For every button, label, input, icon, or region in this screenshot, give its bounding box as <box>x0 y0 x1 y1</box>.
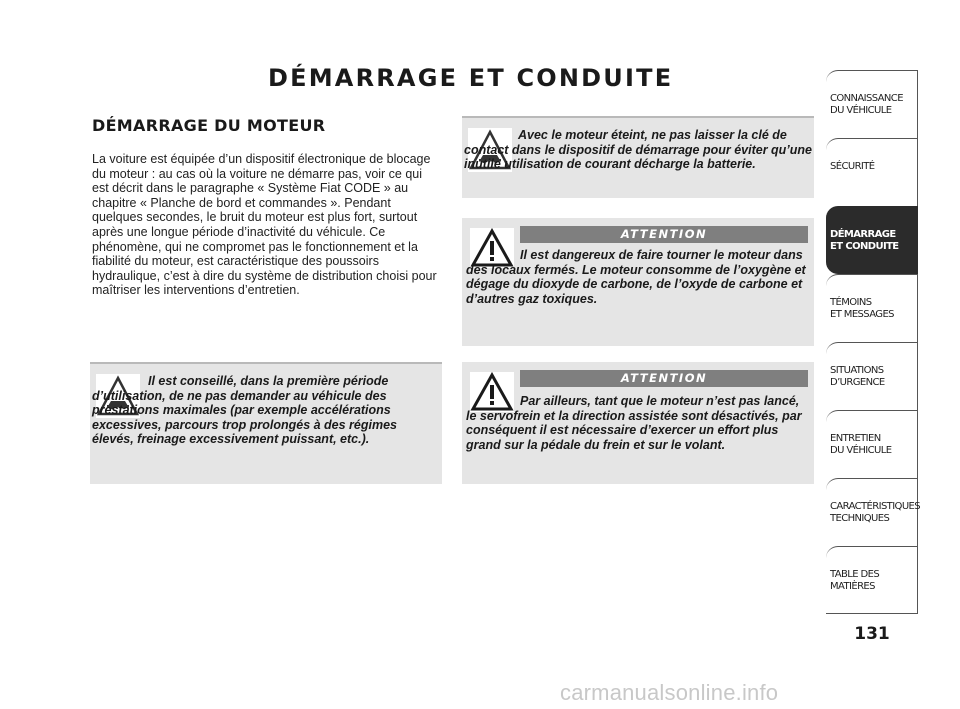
tab-table-des-matieres[interactable] <box>826 546 918 614</box>
tab-label-line1: CONNAISSANCE <box>830 93 903 104</box>
tab-label-line2: MATIÈRES <box>830 581 875 592</box>
tab-label-line2: ET CONDUITE <box>830 241 899 252</box>
tab-label-line2: ET MESSAGES <box>830 309 894 320</box>
page-title: DÉMARRAGE ET CONDUITE <box>268 64 674 92</box>
attention-label: ATTENTION <box>520 226 808 243</box>
tab-label-line2: TECHNIQUES <box>830 513 890 524</box>
tab-label-line2: DU VÉHICULE <box>830 445 892 456</box>
tab-caracteristiques-techniques[interactable] <box>826 478 918 546</box>
section-heading: DÉMARRAGE DU MOTEUR <box>92 116 326 135</box>
intro-paragraph: La voiture est équipée d’un dispositif électronique de blocage du moteur : au cas où la voiture ne démarre pas, voir ce qui est décrit dans le paragraphe « Système Fiat CODE » au chapitre « Planche de bord et commandes ». Pendant quelques secondes, le bruit du moteur est plus fort, surtout après une longue période d’inactivité du véhicule. Ce phénomène, qui ne compromet pas le fonctionnement et la fiabilité du moteur, est caractéristique des poussoirs hydraulique, c’est à dire du système de distribution choisi pour maîtriser les interventions d’entretien. <box>92 152 437 298</box>
tab-securite[interactable] <box>826 138 918 206</box>
chapter-tabs <box>826 70 918 614</box>
tab-label-line1: DÉMARRAGE <box>830 229 896 240</box>
tab-label-line2: DU VÉHICULE <box>830 105 892 116</box>
watermark: carmanualsonline.info <box>560 680 779 705</box>
tab-connaissance-du-vehicule[interactable] <box>826 70 918 138</box>
attention-label: ATTENTION <box>520 370 808 387</box>
note-text-ignition-key: Avec le moteur éteint, ne pas laisser la clé de contact dans le dispositif de démarrage pour éviter qu’une inutile utilisation de courant décharge la batterie. <box>464 128 812 172</box>
tab-label-line1: CARACTÉRISTIQUES <box>830 501 920 512</box>
tab-label-line2: D’URGENCE <box>830 377 885 388</box>
note-box-first-use <box>90 362 442 484</box>
warning-text-brake-assist: Par ailleurs, tant que le moteur n’est pas lancé, le servofrein et la direction assistée sont désactivés, par conséquent il est nécessaire d’exercer un effort plus grand sur la pédale du frein et sur le volant. <box>466 394 802 452</box>
tab-entretien-du-vehicule[interactable] <box>826 410 918 478</box>
warning-text-closed-spaces: Il est dangereux de faire tourner le moteur dans des locaux fermés. Le moteur consomme de l’oxygène et dégage du dioxyde de carbone, de l’oxyde de carbone et d’autres gaz toxiques. <box>466 248 806 306</box>
warning-box-closed-spaces <box>462 218 814 346</box>
page-number: 131 <box>854 624 890 644</box>
tab-label-line1: SITUATIONS <box>830 365 884 376</box>
warning-box-brake-assist <box>462 362 814 484</box>
tab-label-line1: TABLE DES <box>830 569 880 580</box>
tab-label-line1: TÉMOINS <box>830 297 872 308</box>
tab-situations-d-urgence[interactable] <box>826 342 918 410</box>
tab-temoins-et-messages[interactable] <box>826 274 918 342</box>
note-box-ignition-key <box>462 116 814 198</box>
tab-label-line1: SÉCURITÉ <box>830 161 875 172</box>
note-text-first-use: Il est conseillé, dans la première période d’utilisation, de ne pas demander au véhicule des prestations maximales (par exemple accélérations excessives, parcours trop prolongés à des régimes élevés, freinage excessivement puissant, etc.). <box>92 374 397 447</box>
tab-demarrage-et-conduite[interactable] <box>826 206 918 274</box>
tab-label-line1: ENTRETIEN <box>830 433 881 444</box>
